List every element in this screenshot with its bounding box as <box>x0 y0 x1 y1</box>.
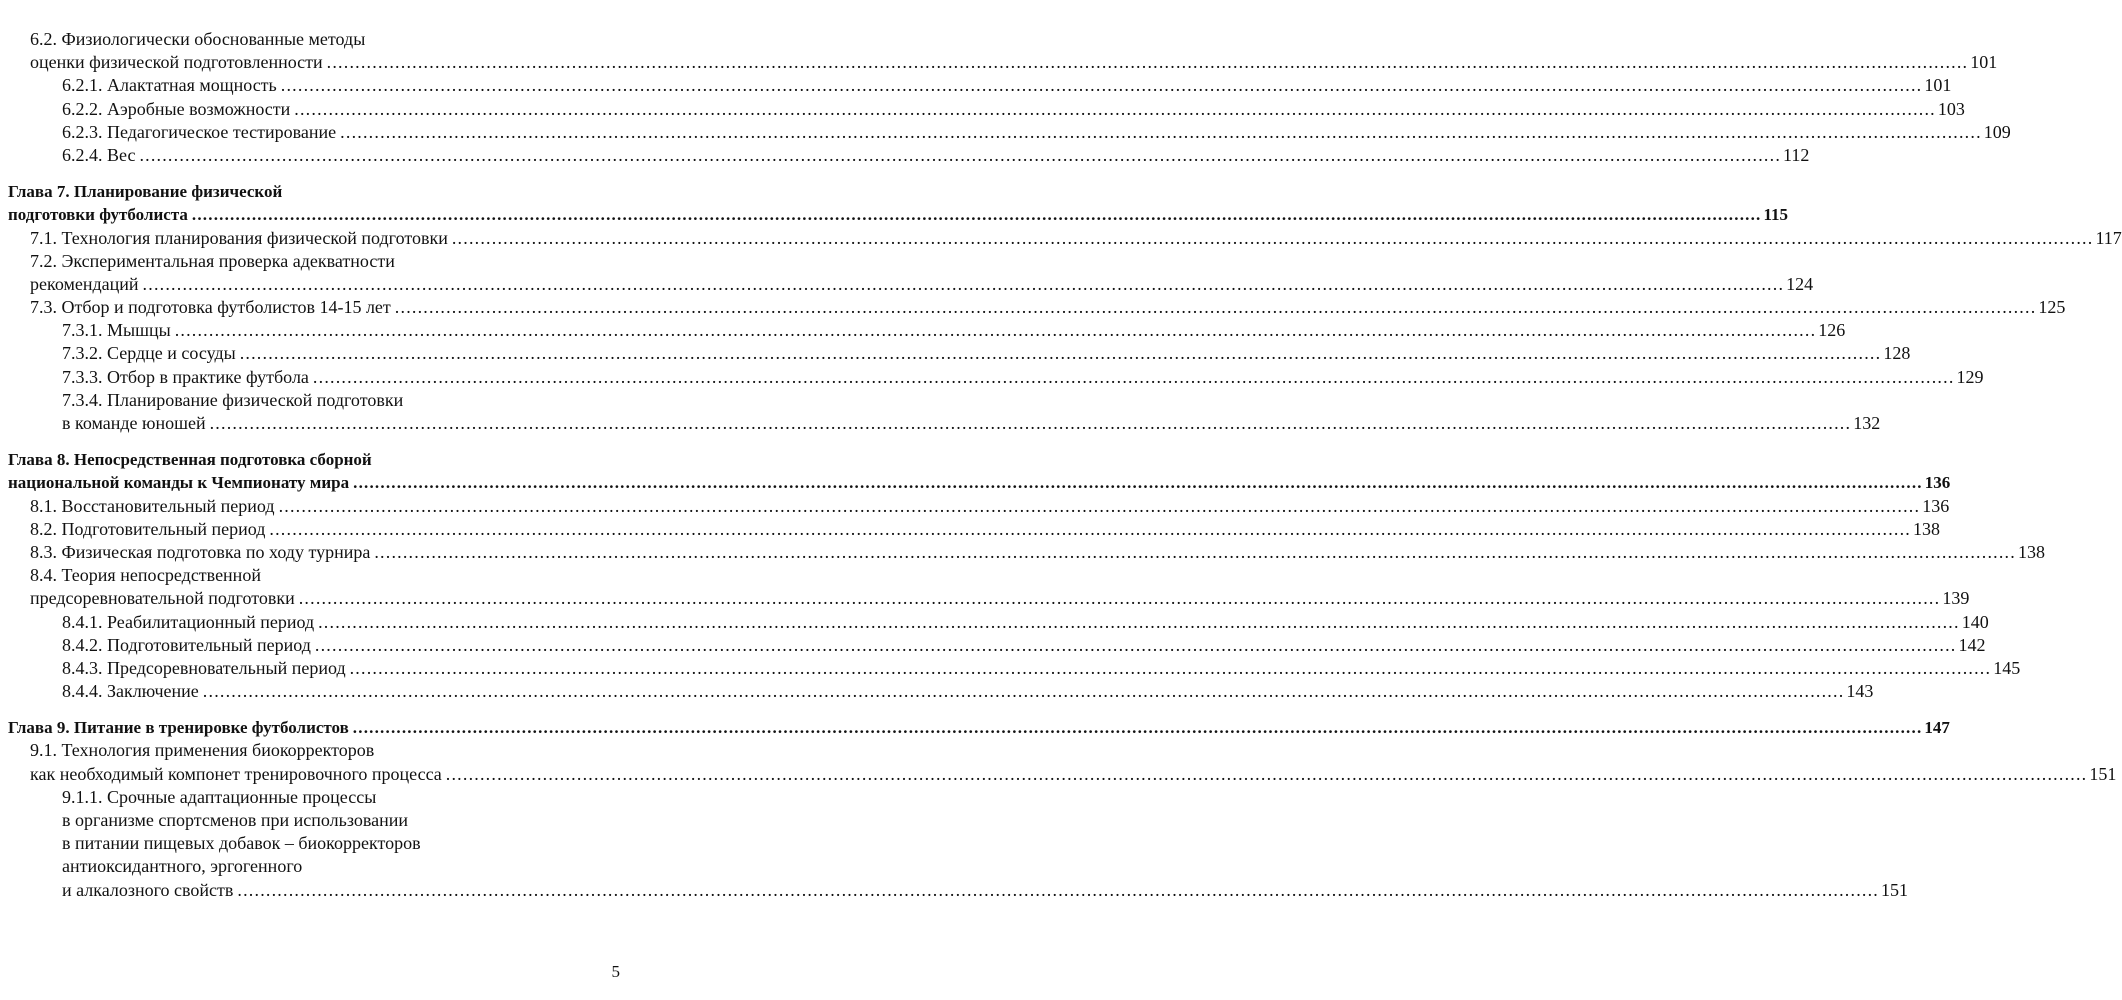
toc-page-number: 125 <box>2038 297 2066 318</box>
toc-entry-title: 6.2.1. Алактатная мощность <box>62 75 277 96</box>
toc-page-number: 147 <box>1924 718 1950 738</box>
toc-entry-line <box>0 634 1986 657</box>
toc-page-number: 143 <box>1846 681 1874 702</box>
toc-page-number: 151 <box>1881 879 1909 900</box>
chapter-heading-line <box>0 471 1951 494</box>
toc-entry-line <box>0 74 1952 97</box>
dot-leader: ................................................................................................................................................................................................................................................................................................ <box>142 273 1785 294</box>
toc-entry-line <box>0 98 1965 121</box>
toc-section <box>0 448 2045 703</box>
chapter-heading-line <box>0 448 634 471</box>
toc-entry-line <box>0 657 2021 680</box>
dot-leader: ................................................................................................................................................................................................................................................................................................ <box>374 541 2016 562</box>
toc-entry-line <box>0 518 1941 541</box>
dot-leader: ................................................................................................................................................................................................................................................................................................ <box>326 52 1969 73</box>
dot-leader: ................................................................................................................................................................................................................................................................................................ <box>191 205 1762 225</box>
toc-section <box>0 28 2011 167</box>
toc-entry-title: 8.4.2. Подготовительный период <box>62 634 311 655</box>
toc-entry-line <box>0 855 634 878</box>
toc-entry-line <box>0 412 1881 435</box>
toc-entry-line <box>0 786 634 809</box>
toc-page-number: 103 <box>1937 98 1965 119</box>
toc-entry-line <box>0 227 2122 250</box>
toc-entry-line <box>0 250 634 273</box>
dot-leader: ................................................................................................................................................................................................................................................................................................ <box>298 588 1941 609</box>
toc-entry-title: 7.3.3. Отбор в практике футбола <box>62 366 309 387</box>
toc-entry-line <box>0 121 2011 144</box>
toc-entry-title: в команде юношей <box>62 413 206 433</box>
dot-leader: ................................................................................................................................................................................................................................................................................................ <box>294 98 1936 119</box>
toc-page-number: 129 <box>1956 366 1984 387</box>
toc-page-number: 101 <box>1970 52 1998 73</box>
dot-leader: ................................................................................................................................................................................................................................................................................................ <box>352 718 1923 738</box>
toc-entry-line <box>0 51 1998 74</box>
chapter-heading-line <box>0 180 634 203</box>
toc-entry-title: 7.3.2. Сердце и сосуды <box>62 343 236 364</box>
toc-entry-title: 8.4.1. Реабилитационный период <box>62 611 315 632</box>
toc-entry-title: 8.1. Восстановительный период <box>30 495 275 516</box>
dot-leader: ................................................................................................................................................................................................................................................................................................ <box>349 657 1992 678</box>
toc-entry-title: 6.2. Физиологически обоснованные методы <box>30 29 366 49</box>
chapter-heading-line <box>0 203 1789 226</box>
dot-leader: ................................................................................................................................................................................................................................................................................................ <box>202 681 1845 702</box>
section-gap <box>0 703 634 716</box>
toc-page-number: 117 <box>2095 227 2122 248</box>
toc-entry-title: 6.2.2. Аэробные возможности <box>62 98 291 119</box>
table-of-contents <box>0 28 2122 902</box>
toc-section <box>0 716 2117 902</box>
toc-entry-title: 9.1.1. Срочные адаптационные процессы <box>62 786 377 807</box>
dot-leader: ................................................................................................................................................................................................................................................................................................ <box>312 366 1955 387</box>
toc-entry-title: 8.4.4. Заключение <box>62 681 199 702</box>
toc-page-number: 112 <box>1783 144 1810 165</box>
toc-entry-line <box>0 680 1874 703</box>
section-gap <box>0 435 634 448</box>
toc-entry-title: 7.3.1. Мышцы <box>62 320 171 341</box>
toc-entry-title: 8.4.3. Предсоревновательный период <box>62 657 346 678</box>
toc-page-number: 142 <box>1958 634 1986 655</box>
toc-entry-title: 6.2.4. Вес <box>62 144 136 165</box>
toc-entry-title: и алкалозного свойств <box>62 879 234 900</box>
chapter-heading-line <box>0 716 1950 739</box>
toc-entry-line <box>0 296 2066 319</box>
dot-leader: ................................................................................................................................................................................................................................................................................................ <box>314 634 1957 655</box>
toc-entry-line <box>0 832 634 855</box>
toc-entry-title: 7.3.4. Планирование физической подготовки <box>62 389 404 410</box>
dot-leader: ................................................................................................................................................................................................................................................................................................ <box>318 611 1960 632</box>
toc-entry-line <box>0 809 634 832</box>
dot-leader: ................................................................................................................................................................................................................................................................................................ <box>174 320 1817 341</box>
toc-entry-line <box>0 739 634 762</box>
toc-page-number: 115 <box>1763 205 1789 225</box>
toc-entry-title: 8.4. Теория непосредственной <box>30 565 261 586</box>
dot-leader: ................................................................................................................................................................................................................................................................................................ <box>269 518 1912 539</box>
toc-entry-title: 7.3. Отбор и подготовка футболистов 14-15 лет <box>30 297 391 318</box>
dot-leader: ................................................................................................................................................................................................................................................................................................ <box>237 879 1880 900</box>
toc-entry-line <box>0 366 1984 389</box>
toc-entry-line <box>0 611 1989 634</box>
toc-entry-line <box>0 273 1814 296</box>
section-gap <box>0 167 634 180</box>
toc-entry-title: подготовки футболиста <box>8 205 188 225</box>
toc-page-number: 128 <box>1883 343 1911 364</box>
toc-page-number: 136 <box>1922 495 1950 516</box>
toc-page-number: 140 <box>1961 611 1989 632</box>
toc-page-number: 132 <box>1853 413 1881 433</box>
toc-entry-title: 6.2.3. Педагогическое тестирование <box>62 121 337 142</box>
toc-page-number: 138 <box>1913 518 1941 539</box>
dot-leader: ................................................................................................................................................................................................................................................................................................ <box>451 227 2094 248</box>
toc-entry-title: 9.1. Технология применения биокорректоров <box>30 740 375 761</box>
toc-page-number: 136 <box>1924 473 1951 493</box>
toc-section <box>0 180 2122 435</box>
toc-entry-line <box>0 763 2117 786</box>
toc-page-number: 145 <box>1993 657 2021 678</box>
toc-entry-line <box>0 495 1950 518</box>
dot-leader: ................................................................................................................................................................................................................................................................................................ <box>353 473 1923 493</box>
toc-entry-line <box>0 28 634 51</box>
dot-leader: ................................................................................................................................................................................................................................................................................................ <box>280 75 1923 96</box>
dot-leader: ................................................................................................................................................................................................................................................................................................ <box>278 495 1921 516</box>
dot-leader: ................................................................................................................................................................................................................................................................................................ <box>340 121 1982 142</box>
toc-entry-line <box>0 564 634 587</box>
toc-entry-title: Глава 7. Планирование физической <box>8 182 283 202</box>
toc-entry-title: 7.2. Экспериментальная проверка адекватности <box>30 250 395 271</box>
toc-page-number: 109 <box>1983 121 2011 142</box>
toc-entry-title: антиоксидантного, эргогенного <box>62 856 303 877</box>
toc-page-number: 151 <box>2089 763 2117 784</box>
toc-entry-title: Глава 9. Питание в тренировке футболистов <box>8 718 349 738</box>
toc-entry-title: рекомендаций <box>30 273 139 294</box>
dot-leader: ................................................................................................................................................................................................................................................................................................ <box>239 343 1882 364</box>
dot-leader: ................................................................................................................................................................................................................................................................................................ <box>394 297 2037 318</box>
toc-entry-title: 8.3. Физическая подготовка по ходу турнира <box>30 541 371 562</box>
dot-leader: ................................................................................................................................................................................................................................................................................................ <box>139 144 1782 165</box>
toc-entry-line <box>0 587 1970 610</box>
toc-entry-title: 8.2. Подготовительный период <box>30 518 266 539</box>
toc-page-number: 139 <box>1942 588 1970 609</box>
toc-entry-title: предсоревновательной подготовки <box>30 588 295 609</box>
toc-page-number: 126 <box>1818 320 1846 341</box>
toc-entry-line <box>0 144 1810 167</box>
toc-page-number: 101 <box>1924 75 1952 96</box>
toc-entry-line <box>0 879 1909 902</box>
toc-entry-title: в организме спортсменов при использовании <box>62 810 408 830</box>
toc-entry-line <box>0 342 1911 365</box>
toc-page-number: 138 <box>2017 541 2045 562</box>
toc-entry-title: оценки физической подготовленности <box>30 52 323 73</box>
dot-leader: ................................................................................................................................................................................................................................................................................................ <box>209 413 1852 433</box>
toc-entry-title: национальной команды к Чемпионату мира <box>8 473 350 493</box>
toc-entry-title: Глава 8. Непосредственная подготовка сборной <box>8 450 372 470</box>
toc-page-number: 124 <box>1786 273 1814 294</box>
toc-entry-line <box>0 541 2045 564</box>
toc-entry-title: как необходимый компонет тренировочного процесса <box>30 763 442 784</box>
toc-entry-line <box>0 319 1846 342</box>
toc-entry-title: 7.1. Технология планирования физической подготовки <box>30 227 448 248</box>
page-number: 5 <box>611 962 620 981</box>
dot-leader: ................................................................................................................................................................................................................................................................................................ <box>445 763 2088 784</box>
toc-entry-title: в питании пищевых добавок – биокорректоров <box>62 833 421 854</box>
toc-entry-line <box>0 389 634 412</box>
